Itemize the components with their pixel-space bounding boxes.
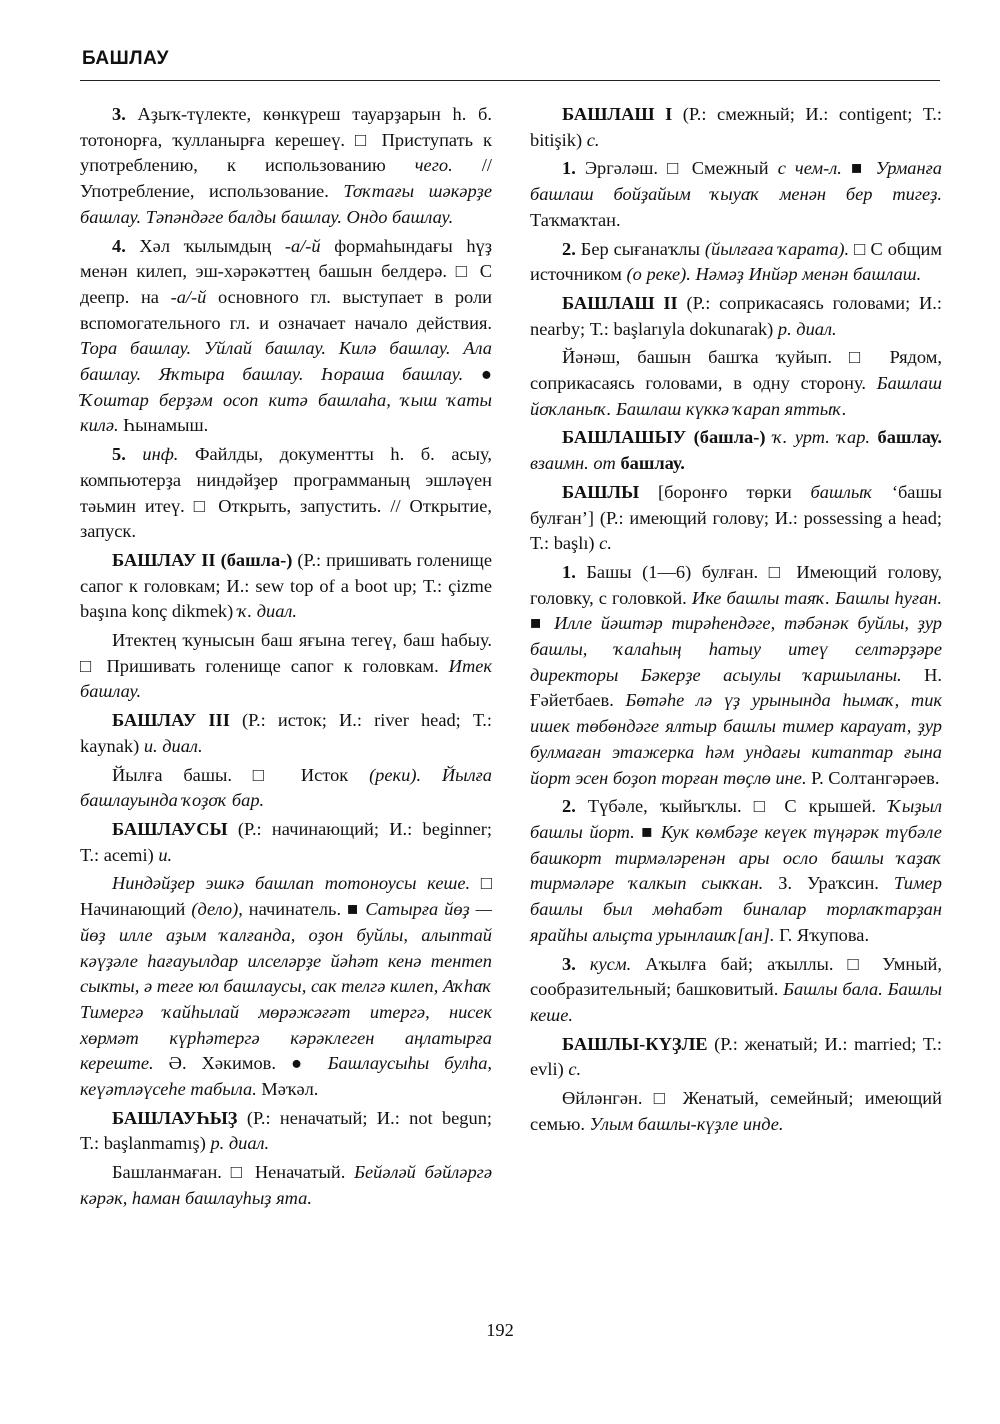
headword: БАШЛАШ II	[562, 292, 678, 313]
pos-label: р. диал.	[777, 318, 837, 339]
translations: (Р.: пришивать голенище сапог к головкам; И.: sew top of a boot up; Т.: çizme başına konç dikmek)	[80, 549, 492, 622]
entry-bashlau-3	[80, 708, 492, 759]
definition-text: начинатель. ■	[242, 899, 366, 920]
translations: (Р.: начинающий; И.: beginner; Т.: acemi)	[80, 818, 492, 865]
gloss-note: (дело),	[191, 899, 243, 920]
page-number: 192	[486, 1320, 514, 1340]
pos-label: ҡ. урт. ҡар.	[765, 427, 871, 448]
usage-examples: (о реке). Нәмәҙ Инйәр менән башлаш.	[626, 264, 922, 285]
header-rule	[80, 80, 940, 81]
sense-number: 3.	[562, 953, 576, 974]
usage-examples: Башлаш йоҡланыҡ. Башлаш күккә ҡарап яттыҡ.	[530, 373, 942, 419]
proverb-text: Ҡоштар берҙәм осоп китә башлаһа, ҡыш ҡаты килә.	[80, 389, 492, 436]
definition-text: основного гл. выступает в роли вспомогательного гл. и означает начало действия.	[80, 286, 492, 333]
literary-quote: Илле йәштәр тирәһендәге, тәбәнәк буйлы, ҙур башлы, ҡалаһың һатыу итеү селтәрҙәре директоры Бәкерҙе асыулы ҡаршыланы.	[530, 613, 942, 685]
entry-sense-3	[80, 102, 492, 231]
entry-bashlash-2-definition	[530, 345, 942, 422]
definition-text: Аҡылға бай; аҡыллы. □ Умный, сообразительный; башковитый.	[530, 953, 942, 1000]
sense-number: 2.	[562, 796, 576, 817]
translations: ‘башы булған’] (Р.: имеющий голову; И.: possessing a head; Т.: başlı)	[530, 481, 942, 554]
translations: (Р.: исток; И.: river head; Т.: kaynak)	[80, 710, 493, 756]
literary-quote: Урманға башлаш бойҙайым ҡыуаҡ менән бер тигеҙ.	[530, 158, 942, 205]
pos-label: с.	[568, 1059, 582, 1080]
literary-quote: Тимер башлы был мөһабәт биналар торлаҡтарҙан ярайһы алыҫта урынлашҡ[ан].	[530, 873, 942, 945]
entry-bashlashyu	[530, 425, 942, 476]
proverb-marker: ●	[463, 364, 492, 385]
etymology: [боронғо төрки	[639, 481, 811, 502]
source-label: Мәҡәл.	[256, 1079, 319, 1100]
headword: БАШЛАУҺЫҘ	[112, 1107, 238, 1128]
quote-author: З. Ураҡсин.	[763, 873, 894, 894]
gloss-note: (йылғаға ҡарата).	[704, 238, 850, 259]
usage-examples: Итек башлау.	[80, 655, 492, 702]
entry-sense-1	[530, 560, 942, 791]
running-head: БАШЛАУ	[82, 48, 169, 69]
entry-sense-2	[530, 237, 942, 288]
headword: БАШЛАШЫУ (башла-)	[562, 427, 766, 448]
translations: (Р.: неначатый; И.: not begun; Т.: başlanmamış)	[80, 1107, 492, 1154]
definition-text: Түбәле, ҡыйыҡлы. □ С крышей.	[575, 796, 889, 817]
grammar-note: чего.	[414, 155, 453, 176]
pos-label: р. диал.	[210, 1133, 270, 1154]
proverb-text: Башлаусыһы булһа, кеүәтләүсеһе табыла.	[80, 1053, 492, 1100]
domain-label: кусм.	[575, 953, 632, 974]
entry-bashlash-2	[530, 291, 942, 342]
definition-text: □ Начинающий	[80, 873, 492, 920]
usage-examples: Тоҡтағы шәкәрҙе башлау. Тәпәндәге балды башлау. Ондо башлау.	[80, 181, 492, 227]
sense-number: 2.	[562, 238, 576, 259]
literary-quote: Сатырға йөҙ — йөҙ илле аҙым ҡалғанда, оҙон буйлы, алыптай кәүҙәле һағауылдар илселәрҙе йәһәт кенә тентеп сыкты, ә теге юл башлаусы, сак телгә килеп, Аҡһаҡ Тимергә ҡайһылай мөрәжәғәт итергә, нисек хөрмәт күрһәтергә кәрәклеген аңлатырға кереште.	[80, 899, 493, 1074]
domain-label: инф.	[125, 444, 179, 465]
entry-bashlauhyz	[80, 1106, 492, 1157]
usage-examples: Тора башлау. Уйлай башлау. Килә башлау. Ала башлау. Яҡтыра башлау. Һораша башлау.	[80, 338, 492, 385]
definition-text: Файлды, документты һ. б. асыу, компьютерҙа ниндәйҙер программаның эшләүен тәьмин итеү. □ Открыть, запустить. // Открытие, запуск.	[80, 444, 492, 542]
headword: БАШЛАУСЫ	[112, 818, 228, 839]
entry-sense-4	[80, 234, 492, 440]
usage-examples: Ҡыҙыл башлы йорт.	[530, 796, 942, 842]
quote-marker: ■	[634, 821, 661, 842]
quote-author: Ә. Хәкимов. ●	[153, 1053, 328, 1074]
usage-examples: Улым башлы-күҙле инде.	[589, 1113, 784, 1134]
grammar-note: взаимн. от	[530, 453, 616, 474]
definition-text: Башланмаған. □ Неначатый.	[112, 1162, 355, 1183]
definition-italic: Ниндәйҙер эшкә башлап тотоноусы кеше.	[112, 873, 471, 894]
definition-text: Йылға башы. □ Исток	[112, 764, 370, 785]
sense-number: 1.	[562, 158, 576, 179]
quote-author: Р. Солтангәрәев.	[806, 767, 940, 788]
right-column	[530, 102, 942, 1140]
cross-reference: башлау.	[615, 453, 685, 474]
headword: БАШЛАУ II (башла-)	[112, 549, 293, 570]
definition-text: Йәнәш, башын башҡа ҡуйып. □ Рядом, соприкасаясь головами, в одну сторону.	[530, 347, 942, 394]
entry-bashlauhyz-definition	[80, 1160, 492, 1211]
entry-bashlau-3-definition	[80, 763, 492, 814]
quote-marker: ■	[530, 613, 555, 634]
sense-number: 1.	[562, 561, 576, 582]
pos-label: и.	[158, 844, 173, 865]
usage-examples: Башлы бала. Башлы кеше.	[530, 979, 942, 1025]
quote-author: Г. Яҡупова.	[774, 924, 870, 945]
entry-bashlausy	[80, 817, 492, 868]
translations: (Р.: соприкасаясь головами; И.: nearby; Т.: başlarıyla dokunarak)	[530, 292, 942, 339]
usage-examples: Ике башлы таяҡ. Башлы һуған.	[691, 587, 942, 608]
quote-author: Н. Ғәйетбаев.	[530, 664, 942, 711]
definition-text: Итектең ҡунысын баш яғына тегеү, баш һабыу. □ Пришивать голенище сапог к головкам.	[80, 630, 492, 676]
grammar-note: с чем-л.	[777, 158, 842, 179]
source-label: Һынамыш.	[118, 415, 209, 436]
entry-bashly-kuzle	[530, 1032, 942, 1083]
literary-quote: Бөтәһе лә үҙ урынында һымаҡ, тик ишек төбөндәге ялтыр башлы тимер карауат, ҙур булмаған этажерка һәм ундағы китаптар ғына йорт эсен боҙоп торған төҫлө ине.	[530, 690, 942, 788]
headword: БАШЛЫ	[562, 481, 640, 502]
entry-sense-1	[530, 156, 942, 233]
definition-text: Хәл ҡылымдың	[125, 235, 285, 256]
entry-bashlau-2	[80, 548, 492, 625]
sense-number: 5.	[112, 444, 126, 465]
definition-text: формаһындағы һүҙ менән килеп, эш-хәрәкәттең башын белдерә. □ С деепр. на	[80, 235, 492, 307]
source-label: Таҡмаҡтан.	[530, 209, 621, 230]
definition-text: Аҙыҡ-түлекте, көнкүреш тауарҙарын һ. б. тотонорға, ҡулланырға керешеү. □ Приступать к употреблению, к использованию	[80, 104, 492, 176]
headword: БАШЛАШ I	[562, 104, 673, 124]
pos-label: с.	[586, 129, 600, 150]
pos-label: и. диал.	[143, 735, 203, 756]
definition-text: Башы (1—6) булған. □ Имеющий голову, головку, с головкой.	[530, 561, 942, 608]
definition-text: Бер сығанаҡлы	[575, 238, 705, 259]
entry-bashly-kuzle-definition	[530, 1086, 942, 1137]
suffix-note: -а/-й	[284, 235, 321, 256]
sense-number: 3.	[112, 104, 126, 124]
translations: (Р.: женатый; И.: married; Т.: evli)	[530, 1033, 942, 1080]
left-column	[80, 102, 492, 1215]
entry-sense-3	[530, 952, 942, 1029]
sense-number: 4.	[112, 235, 126, 256]
definition-text: Өйләнгән. □ Женатый, семейный; имеющий семью.	[530, 1088, 942, 1134]
headword: БАШЛАУ III	[112, 710, 230, 731]
entry-bashly	[530, 480, 942, 557]
pos-label: ҡ. диал.	[237, 601, 298, 622]
translations: (Р.: смежный; И.: contigent; Т.: bitişik)	[530, 104, 943, 150]
usage-examples: (реки). Йылға башлауында ҡоҙоҡ бар.	[80, 764, 492, 811]
definition-text: // Употребление, использование.	[80, 155, 492, 202]
entry-bashlash-1	[530, 102, 942, 153]
literary-quote: Кук көмбәҙе кеүек түңәрәк түбәле башкорт тирмәләренән ары осло башлы ҡаҙаҡ тирмәләре ҡалкып сыкҡан.	[530, 821, 942, 894]
quote-marker: ■	[841, 158, 876, 179]
definition-text: Эргәләш. □ Смежный	[575, 158, 778, 179]
entry-sense-5	[80, 442, 492, 545]
pos-label: с.	[599, 533, 612, 554]
suffix-note: -а/-й	[170, 286, 207, 307]
entry-sense-2	[530, 794, 942, 948]
headword: БАШЛЫ-КҮҘЛЕ	[562, 1033, 708, 1054]
etymon: башлыҡ	[810, 481, 873, 502]
entry-bashlau-2-definition	[80, 628, 492, 705]
usage-examples: Бейәләй бәйләргә кәрәк, һаман башлауһыҙ ята.	[80, 1162, 492, 1208]
definition-text: □ С общим источником	[530, 238, 942, 285]
entry-bashlausy-definition	[80, 871, 492, 1102]
cross-reference: башлау.	[870, 427, 942, 448]
